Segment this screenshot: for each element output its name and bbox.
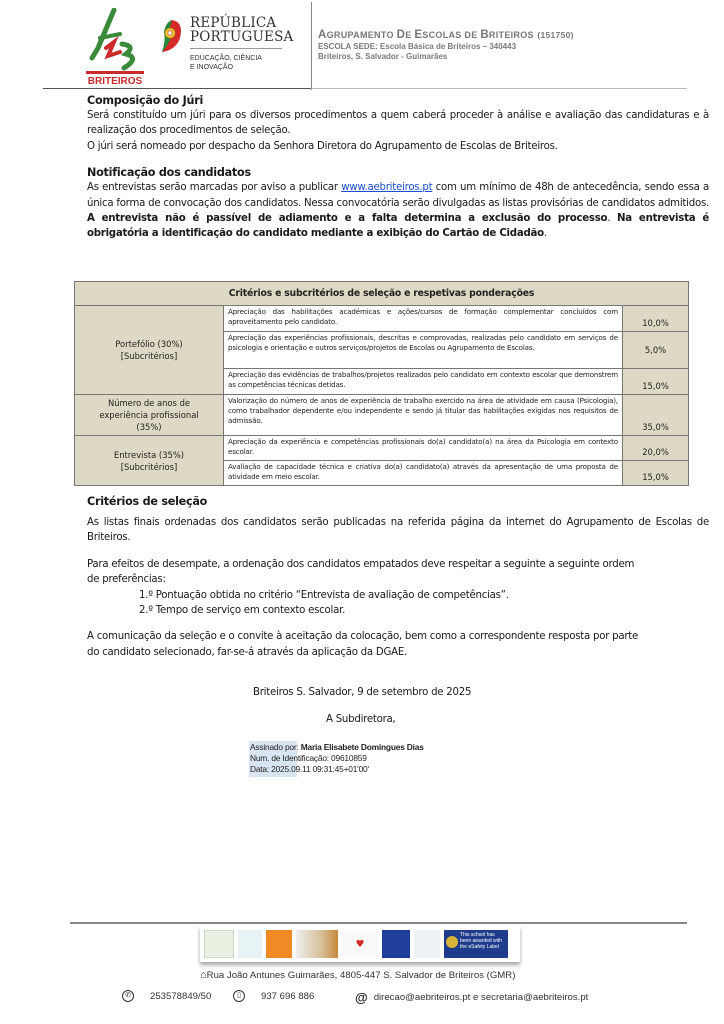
email-contact	[355, 990, 588, 1005]
section-title-notificacao: Notificação dos candidatos	[87, 166, 251, 180]
stamps-badge	[296, 930, 338, 958]
organization-code: (151750)	[537, 30, 574, 40]
place-and-date: Briteiros S. Salvador, 9 de setembro de 2025	[253, 687, 472, 698]
selecao-paragraph-1: As listas finais ordenadas dos candidatos serão publicadas na referida página da internet do Agrupamento de Escolas de Briteiros.	[87, 517, 709, 544]
selecao-paragraph-2: Para efeitos de desempate, a ordenação dos candidatos empatados deve respeitar a seguinte a seguinte ordem de preferências:	[87, 558, 635, 586]
header-rule	[43, 88, 311, 89]
organization-seat: ESCOLA SEDE: Escola Básica de Briteiros – 340443	[318, 42, 517, 51]
table-row	[75, 436, 689, 461]
subcriterion-description: Apreciação das experiências profissionais, descritas e comprovadas, realizadas pelo candidato em serviços de psicologia e orientação e outros serviços/projetos de Escolas ou Agrupamento de Escolas.	[224, 332, 623, 369]
section-title-juri: Composição do Júri	[87, 94, 204, 107]
logo-divider	[190, 48, 282, 49]
svg-text:BRITEIROS: BRITEIROS	[87, 76, 143, 86]
eco-escola-badge	[204, 930, 234, 958]
subcriterion-description: Apreciação das evidências de trabalhos/projetos realizados pelo candidato em contexto escolar que demonstrem as competências técnicas detidas.	[224, 369, 623, 395]
table-header-row	[75, 282, 689, 306]
signatory-role: A Subdiretora,	[326, 714, 396, 725]
subcriterion-weight: 5,0%	[623, 332, 689, 369]
notificacao-paragraph: As entrevistas serão marcadas por aviso a publicar www.aebriteiros.pt com um mínimo de 48h de antecedência, sendo essa a única forma de convocação dos candidatos. Nessa convocatória serão divulgadas as listas provisórias de candidatos admitidos. A entrevista não é passível de adiamento e a falta determina a exclusão do processo. Na entrevista é obrigatória a identificação do candidato mediante a exibição do Cartão de Cidadão.	[87, 182, 710, 240]
criteria-table	[74, 281, 689, 486]
criterion-portefolio: Portefólio (30%) [Subcritérios]	[75, 306, 224, 395]
esafety-label-badge: This school has been awarded with the eSafety Label	[444, 930, 508, 958]
school-logo	[84, 8, 146, 86]
portugal-flag-icon	[158, 18, 184, 54]
ministry-line-2: E INOVAÇÃO	[190, 64, 234, 71]
section-title-selecao: Critérios de seleção	[87, 495, 208, 508]
school-address: ⌂Rua João Antunes Guimarães, 4805-447 S. Salvador de Briteiros (GMR)	[200, 969, 516, 981]
ministry-name	[190, 54, 262, 72]
organization-block	[318, 29, 574, 62]
subcriterion-description: Apreciação da experiência e competências profissionais do(a) candidato(a) na área da Psicologia em contexto escolar.	[224, 436, 623, 461]
republica-portuguesa-logo	[158, 15, 294, 78]
header-rule-light	[311, 88, 687, 89]
republica-line-1: REPÚBLICA	[190, 15, 277, 31]
footer-rule	[70, 922, 687, 924]
subcriterion-weight: 20,0%	[623, 436, 689, 461]
subcriterion-description: Apreciação das habilitações académicas e ações/cursos de formação complementar concluídos com aproveitamento pelo candidato.	[224, 306, 623, 332]
digital-signature[interactable]	[250, 742, 424, 775]
document-body	[87, 93, 709, 242]
phone-icon: ✆	[122, 990, 134, 1002]
email-addresses: direcao@aebriteiros.pt e secretaria@aebriteiros.pt	[373, 992, 589, 1003]
header-divider	[311, 2, 312, 90]
phone-number: 253578849/50	[150, 990, 212, 1002]
subcriterion-description: Valorização do número de anos de experiência de trabalho exercido na área de atividade em causa (Psicologia), como trabalhador dependente e/ou independente e sendo já titular das habilitações exigidas nos requisitos de admissão.	[224, 395, 623, 436]
mobile-contact	[233, 990, 314, 1002]
republica-line-2: PORTUGUESA	[190, 29, 294, 45]
table-row	[75, 395, 689, 436]
home-icon: ⌂	[200, 969, 207, 981]
website-link[interactable]: www.aebriteiros.pt	[341, 182, 433, 194]
email-icon: @	[355, 990, 368, 1005]
letterhead	[0, 0, 724, 92]
partner-badges	[200, 926, 520, 962]
notificacao-bold-2: Na entrevista é obrigatória a identificação do candidato mediante a exibição do Cartão de Cidadão	[87, 213, 710, 240]
etwinning-school-badge	[414, 930, 440, 958]
selecao-paragraph-3: A comunicação da seleção e o convite à aceitação da colocação, bem como a correspondente resposta por parte do candidato selecionado, far-se-á através da aplicação da DGAE.	[87, 631, 639, 658]
mobile-number: 937 696 886	[261, 990, 315, 1002]
subcriterion-description: Avaliação de capacidade técnica e criativa do(a) candidato(a) através da apresentação de uma proposta de atividade em meio escolar.	[224, 461, 623, 486]
signature-date: Data: 2025.09.11 09:31:45+01'00'	[250, 764, 369, 774]
organization-name: AGRUPAMENTO DE ESCOLAS DE BRITEIROS (151750)	[318, 29, 574, 41]
erasmus-plus-badge	[382, 930, 410, 958]
organization-location: Briteiros, S. Salvador - Guimarães	[318, 52, 448, 61]
preference-item: 2.º Tempo de serviço em contexto escolar.	[139, 605, 346, 617]
selection-section	[87, 494, 709, 660]
subcriterion-weight: 10,0%	[623, 306, 689, 332]
republica-title	[190, 16, 293, 44]
juri-paragraph-2: O júri será nomeado por despacho da Senhora Diretora do Agrupamento de Escolas de Briteiros.	[87, 140, 558, 152]
eco-escolas-badge	[238, 930, 262, 958]
signer-name: Maria Elisabete Domingues Dias	[300, 742, 424, 752]
criterion-experiencia: Número de anos de experiência profissional (35%)	[75, 395, 224, 436]
preference-item: 1.º Pontuação obtida no critério “Entrevista de avaliação de competências”.	[139, 589, 509, 601]
table-header: Critérios e subcritérios de seleção e respetivas ponderações	[75, 282, 689, 306]
orange-program-badge	[266, 930, 292, 958]
criterion-entrevista: Entrevista (35%) [Subcritérios]	[75, 436, 224, 486]
subcriterion-weight: 15,0%	[623, 461, 689, 486]
notificacao-bold-1: A entrevista não é passível de adiamento e a falta determina a exclusão do processo	[87, 213, 608, 225]
heart-badge: ♥	[342, 930, 378, 958]
juri-paragraph-1: Será constituído um júri para os diversos procedimentos a quem caberá proceder à análise e avaliação das candidaturas e à realização dos procedimentos de seleção.	[87, 110, 709, 137]
signer-id: Num. de Identificação: 09610859	[250, 753, 367, 763]
signed-by: Assinado por: Maria Elisabete Domingues Dias	[250, 742, 424, 752]
ministry-line-1: EDUCAÇÃO, CIÊNCIA	[190, 55, 262, 62]
table-row	[75, 306, 689, 332]
phone-contact	[122, 990, 211, 1002]
subcriterion-weight: 35,0%	[623, 395, 689, 436]
subcriterion-weight: 15,0%	[623, 369, 689, 395]
mobile-phone-icon: ▯	[233, 990, 245, 1002]
